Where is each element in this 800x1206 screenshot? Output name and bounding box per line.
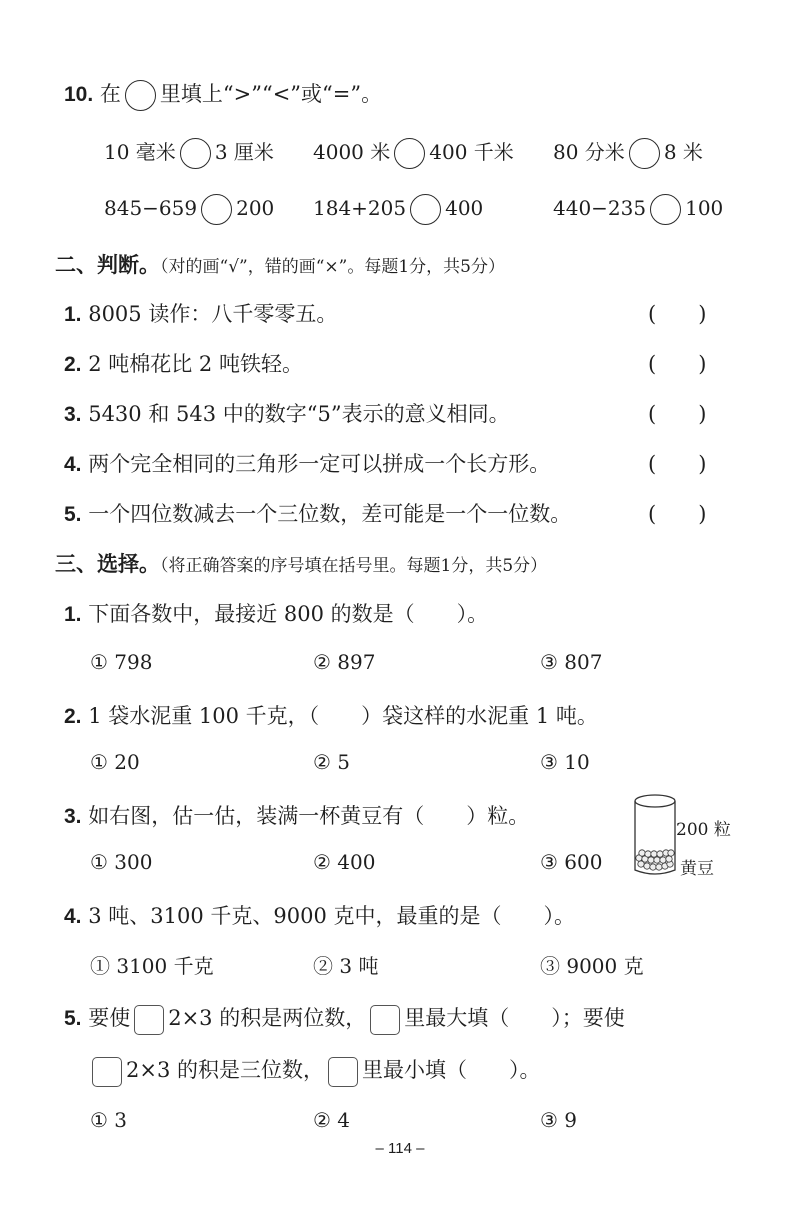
q1-option-1[interactable]: ① 798 xyxy=(90,650,153,674)
item-number: 4. xyxy=(64,453,82,476)
compare-right: 100 xyxy=(685,196,724,220)
item-text: 8005 读作：八千零零五。 xyxy=(88,302,338,326)
item-text: 里最大填（ ）；要使 xyxy=(404,1006,625,1030)
judge-item-5 xyxy=(64,498,571,528)
compare-right: 8 米 xyxy=(663,140,703,164)
q10-row1-item2 xyxy=(313,136,514,169)
q3-option-3[interactable]: ③ 600 xyxy=(540,850,603,874)
answer-circle[interactable] xyxy=(201,194,232,225)
item-text: 如右图，估一估，装满一杯黄豆有（ ）粒。 xyxy=(88,804,530,828)
choice-q5-line1 xyxy=(64,1002,625,1035)
compare-left: 845−659 xyxy=(104,196,198,220)
answer-circle[interactable] xyxy=(650,194,681,225)
item-number: 3. xyxy=(64,403,82,426)
compare-left: 80 分米 xyxy=(553,140,625,164)
item-number: 5. xyxy=(64,1007,82,1030)
judge-answer-4[interactable]: ( ) xyxy=(648,452,707,476)
section3-note: （将正确答案的序号填在括号里。每题1分，共5分） xyxy=(160,556,548,576)
q3-option-2[interactable]: ② 400 xyxy=(313,850,376,874)
section2-note: （对的画“√”，错的画“×”。每题1分，共5分） xyxy=(160,257,505,277)
cup-label-count: 200 粒 xyxy=(676,820,731,840)
answer-circle[interactable] xyxy=(394,138,425,169)
judge-item-3 xyxy=(64,398,510,428)
q4-option-2[interactable]: ② 3 吨 xyxy=(313,954,379,978)
section3-title: 三、选择。 xyxy=(55,552,160,576)
item-number: 4. xyxy=(64,905,82,928)
blank-box[interactable] xyxy=(328,1057,358,1087)
blank-box[interactable] xyxy=(134,1005,164,1035)
item-number: 1. xyxy=(64,603,82,626)
blank-box[interactable] xyxy=(92,1057,122,1087)
page-number: – 114 – xyxy=(375,1140,425,1157)
judge-answer-1[interactable]: ( ) xyxy=(648,302,707,326)
choice-q3 xyxy=(64,800,529,830)
item-number: 2. xyxy=(64,705,82,728)
q1-option-2[interactable]: ② 897 xyxy=(313,650,376,674)
compare-left: 10 毫米 xyxy=(104,140,176,164)
item-text: 1 袋水泥重 100 千克，（ ）袋这样的水泥重 1 吨。 xyxy=(88,704,598,728)
q3-option-1[interactable]: ① 300 xyxy=(90,850,153,874)
item-text: 2×3 的积是两位数， xyxy=(168,1006,367,1030)
item-text: 2 吨棉花比 2 吨铁轻。 xyxy=(88,352,303,376)
section2-title: 二、判断。 xyxy=(55,253,160,277)
choice-q1 xyxy=(64,598,488,628)
q10-line xyxy=(64,78,382,111)
q5-option-2[interactable]: ② 4 xyxy=(313,1108,351,1132)
soybean-cup-icon xyxy=(630,792,682,880)
compare-right: 400 xyxy=(445,196,484,220)
q10-text-before: 在 xyxy=(99,82,121,106)
answer-circle[interactable] xyxy=(125,80,156,111)
item-text: 一个四位数减去一个三位数，差可能是一个一位数。 xyxy=(88,502,572,526)
q4-option-3[interactable]: ③ 9000 克 xyxy=(540,954,644,978)
q2-option-3[interactable]: ③ 10 xyxy=(540,750,590,774)
compare-left: 4000 米 xyxy=(313,140,391,164)
compare-left: 184+205 xyxy=(313,196,407,220)
answer-circle[interactable] xyxy=(629,138,660,169)
item-text: 两个完全相同的三角形一定可以拼成一个长方形。 xyxy=(88,452,551,476)
q1-option-3[interactable]: ③ 807 xyxy=(540,650,603,674)
choice-q4 xyxy=(64,900,575,930)
blank-box[interactable] xyxy=(370,1005,400,1035)
item-number: 1. xyxy=(64,303,82,326)
choice-q2 xyxy=(64,700,598,730)
item-text: 2×3 的积是三位数， xyxy=(126,1058,324,1082)
q5-option-3[interactable]: ③ 9 xyxy=(540,1108,578,1132)
q10-number: 10. xyxy=(64,83,94,106)
cup-label-beans: 黄豆 xyxy=(680,859,714,879)
answer-circle[interactable] xyxy=(410,194,441,225)
judge-answer-2[interactable]: ( ) xyxy=(648,352,707,376)
q2-option-2[interactable]: ② 5 xyxy=(313,750,351,774)
answer-circle[interactable] xyxy=(180,138,211,169)
item-number: 5. xyxy=(64,503,82,526)
compare-right: 3 厘米 xyxy=(214,140,274,164)
judge-answer-5[interactable]: ( ) xyxy=(648,502,707,526)
judge-answer-3[interactable]: ( ) xyxy=(648,402,707,426)
q10-text-after: 里填上“>”“<”或“=”。 xyxy=(159,82,383,106)
section3-heading xyxy=(55,548,547,578)
item-text: 下面各数中，最接近 800 的数是（ ）。 xyxy=(88,602,489,626)
item-text: 要使 xyxy=(88,1006,131,1030)
item-text: 5430 和 543 中的数字“5”表示的意义相同。 xyxy=(88,402,510,426)
compare-left: 440−235 xyxy=(553,196,647,220)
q4-option-1[interactable]: ① 3100 千克 xyxy=(90,954,214,978)
q10-row2-item1 xyxy=(104,194,274,225)
q10-row2-item3 xyxy=(553,194,723,225)
compare-right: 400 千米 xyxy=(429,140,514,164)
judge-item-4 xyxy=(64,448,550,478)
judge-item-2 xyxy=(64,348,303,378)
q2-option-1[interactable]: ① 20 xyxy=(90,750,140,774)
item-number: 2. xyxy=(64,353,82,376)
q5-option-1[interactable]: ① 3 xyxy=(90,1108,128,1132)
judge-item-1 xyxy=(64,298,337,328)
item-number: 3. xyxy=(64,805,82,828)
compare-right: 200 xyxy=(236,196,275,220)
q10-row2-item2 xyxy=(313,194,483,225)
q10-row1-item1 xyxy=(104,136,274,169)
section2-heading xyxy=(55,249,505,279)
q10-row1-item3 xyxy=(553,136,703,169)
item-text: 里最小填（ ）。 xyxy=(362,1058,541,1082)
item-text: 3 吨、3100 千克、9000 克中，最重的是（ ）。 xyxy=(88,904,575,928)
choice-q5-line2 xyxy=(88,1054,541,1087)
